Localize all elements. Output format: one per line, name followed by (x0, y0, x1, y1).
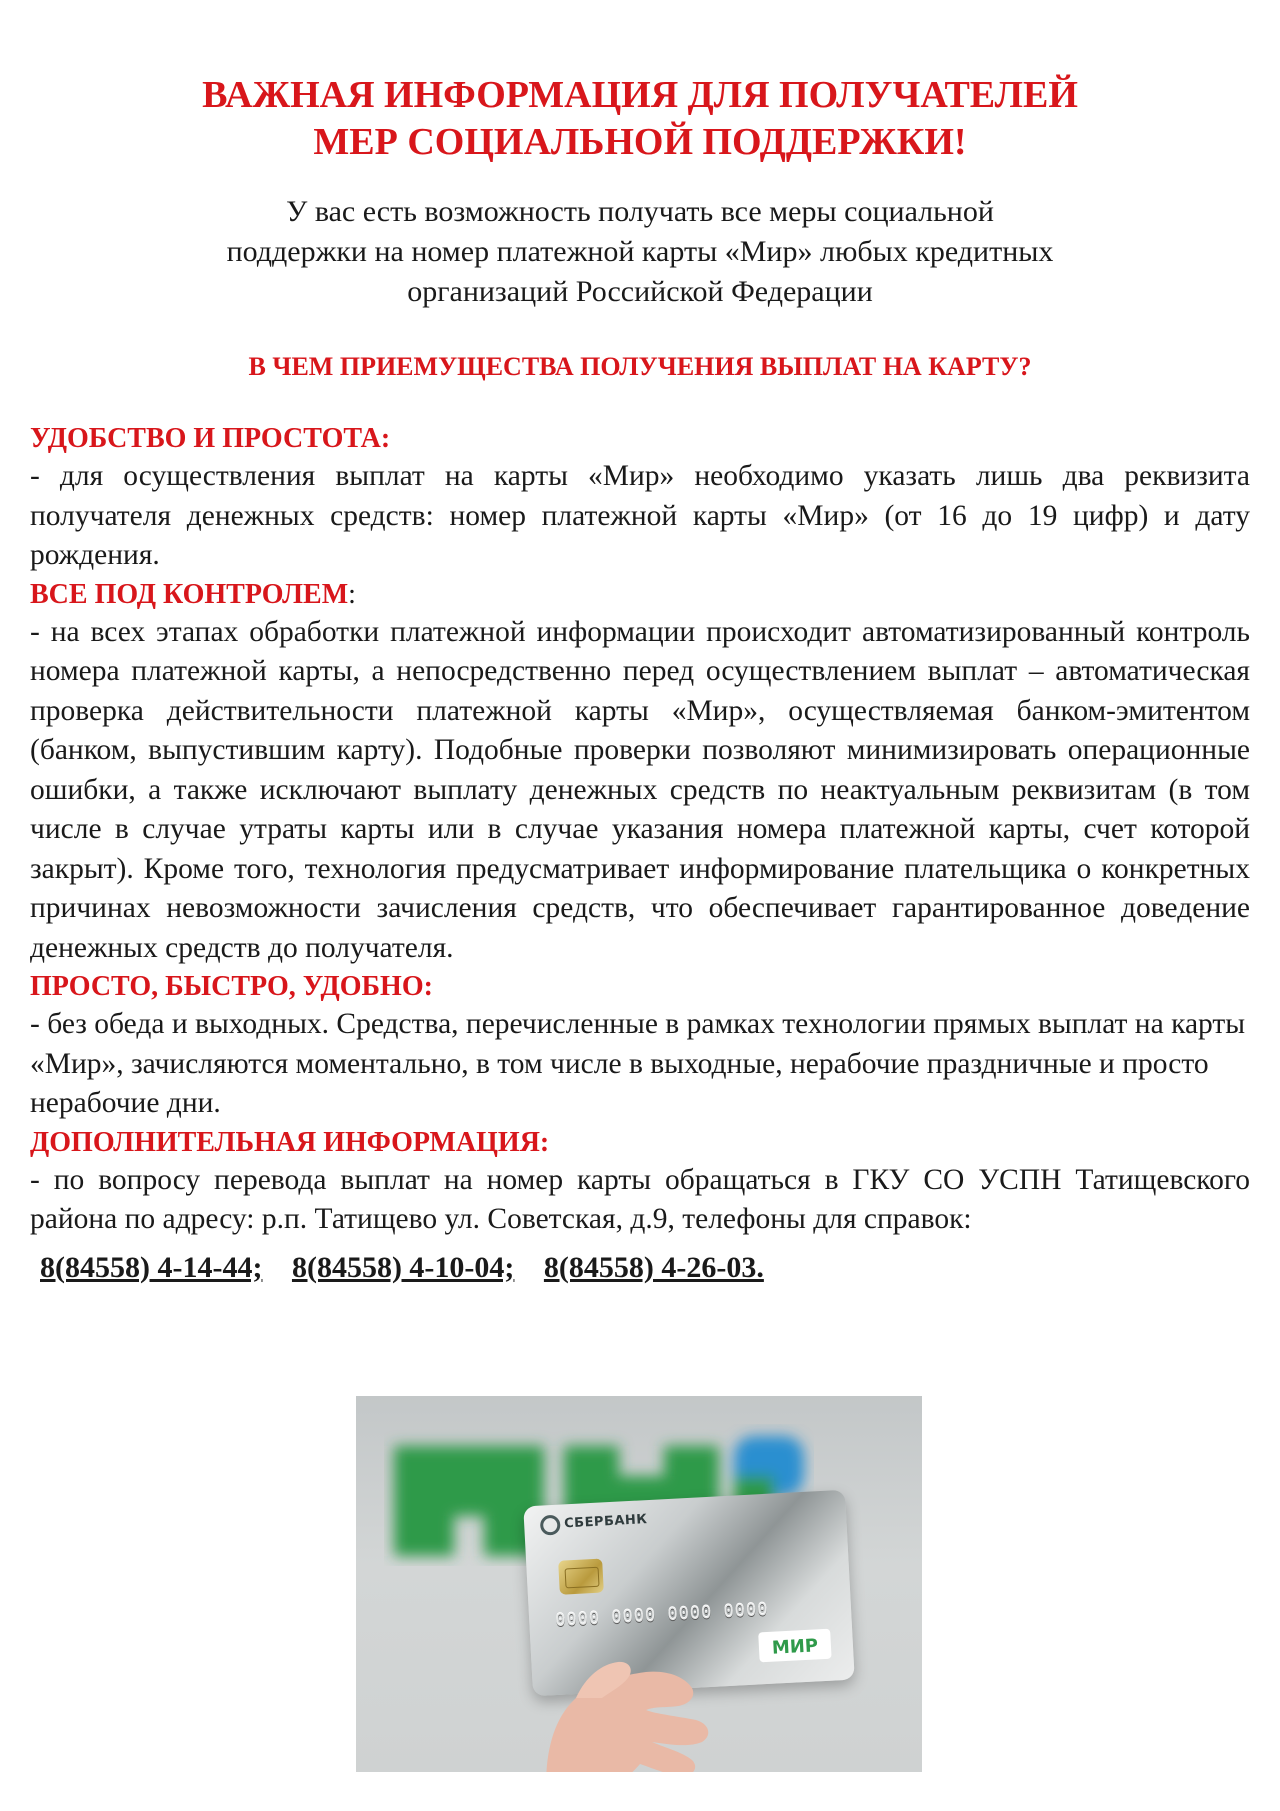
section-heading-control-colon: : (348, 578, 356, 610)
intro-text (0, 192, 1280, 312)
card-bank-name: СБЕРБАНК (563, 1512, 648, 1532)
mir-logo-icon (758, 1629, 831, 1663)
section-heading-fast: ПРОСТО, БЫСТРО, УДОБНО: (30, 971, 433, 1002)
section-heading-control-label: ВСЕ ПОД КОНТРОЛЕМ (30, 578, 349, 610)
phone-list (40, 1248, 1250, 1288)
section-heading-additional: ДОПОЛНИТЕЛЬНАЯ ИНФОРМАЦИЯ: (30, 1126, 550, 1158)
mir-card-photo (356, 1396, 922, 1772)
chip-icon (558, 1559, 604, 1595)
intro-line-2: поддержки на номер платежной карты «Мир» любых кредитных (226, 235, 1054, 268)
section-text-convenience: - для осуществления выплат на карты «Мир» необходимо указать лишь два реквизита получателя денежных средств: номер платежной карты «Мир» (от 16 до 19 цифр) и дату рождения. (30, 460, 1250, 571)
title-line-2: МЕР СОЦИАЛЬНОЙ ПОДДЕРЖКИ! (313, 121, 967, 163)
phone-number[interactable]: 8(84558) 4-14-44; (40, 1250, 263, 1284)
phone-number[interactable]: 8(84558) 4-26-03. (543, 1250, 764, 1284)
advantages-question: В ЧЕМ ПРИЕМУЩЕСТВА ПОЛУЧЕНИЯ ВЫПЛАТ НА КАРТУ? (248, 352, 1032, 381)
section-text-fast: - без обеда и выходных. Средства, перечисленные в рамках технологии прямых выплат на карты «Мир», зачисляются моментально, в том числе в выходные, нерабочие праздничные и просто нерабочие дни. (30, 1008, 1246, 1119)
mir-logo-text: МИР (771, 1635, 819, 1659)
card-number: 0000 0000 0000 0000 (554, 1599, 769, 1632)
section-heading-convenience: УДОБСТВО И ПРОСТОТА: (30, 423, 391, 454)
section-text-additional: - по вопросу перевода выплат на номер карты обращаться в ГКУ СО УСПН Татищевского района по адресу: р.п. Татищево ул. Советская, д.9, телефоны для справок: (30, 1163, 1250, 1235)
hand-icon (506, 1636, 726, 1772)
phone-number[interactable]: 8(84558) 4-10-04; (291, 1250, 515, 1284)
page-title (0, 72, 1280, 166)
bank-logo-icon (540, 1515, 561, 1536)
intro-line-3: организаций Российской Федерации (407, 275, 873, 308)
section-text-control: - на всех этапах обработки платежной информации происходит автоматизированный контроль номера платежной карты, а непосредственно перед осуществлением выплат – автоматическая проверка действительности платежной карты «Мир», осуществляемая банком-эмитентом (банком, выпустившим карту). Подобные проверки позволяют минимизировать операционные ошибки, а также исключают выплату денежных средств по неактуальным реквизитам (в том числе в случае утраты карты или в случае указания номера платежной карты, счет которой закрыт). Кроме того, технология предусматривает информирование плательщика о конкретных причинах невозможности зачисления средств, что обеспечивает гарантированное доведение денежных средств до получателя. (30, 615, 1250, 964)
title-line-1: ВАЖНАЯ ИНФОРМАЦИЯ ДЛЯ ПОЛУЧАТЕЛЕЙ (202, 74, 1078, 116)
advantages-body (30, 420, 1250, 1288)
section-heading-control (30, 576, 1250, 613)
intro-line-1: У вас есть возможность получать все меры социальной (286, 195, 994, 228)
